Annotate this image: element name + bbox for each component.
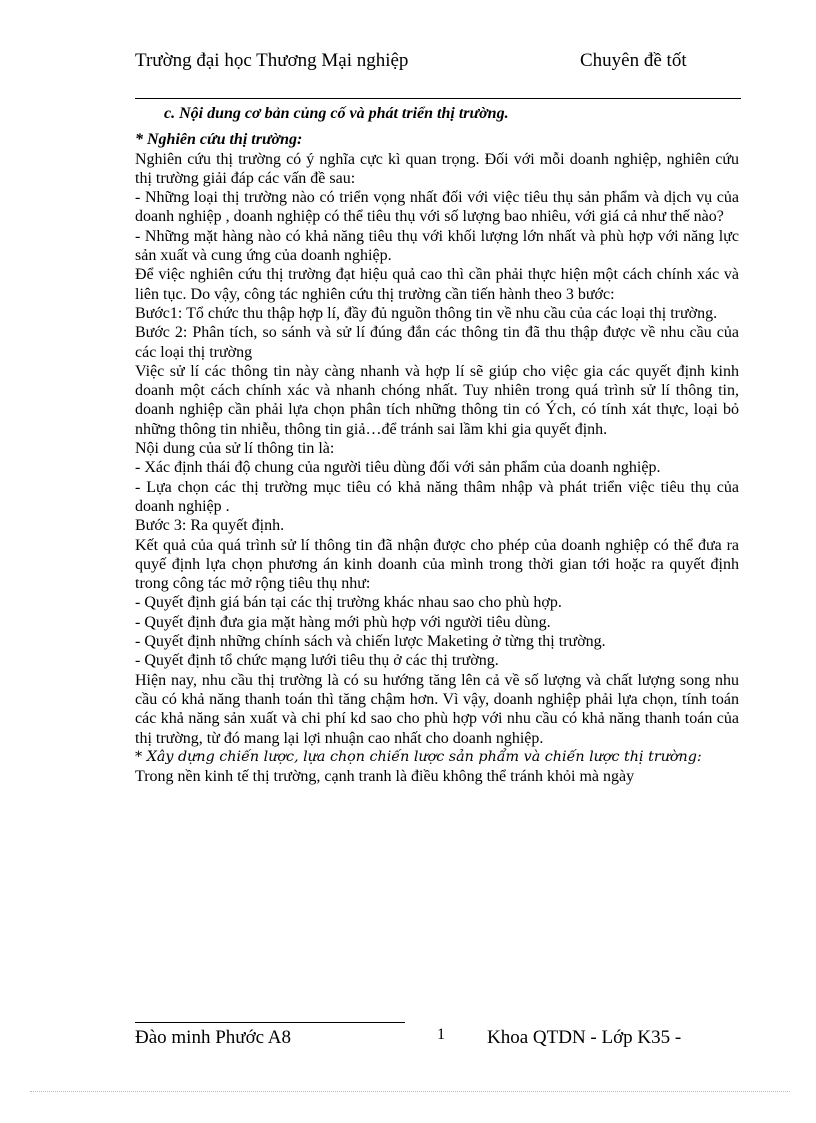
paragraph: Trong nền kinh tế thị trường, cạnh tranh là điều không thể tránh khỏi mà ngày <box>135 768 635 786</box>
section-heading-c: c. Nội dung cơ bản củng cố và phát triển thị trường. <box>164 105 509 122</box>
paragraph: - Những mặt hàng nào có khả năng tiêu thụ với khối lượng lớn nhất và phù hợp với năng lực sản xuất và cung ứng của doanh nghiệp. <box>135 227 739 265</box>
header-rule <box>135 98 741 99</box>
paragraph: - Quyết định giá bán tại các thị trường khác nhau sao cho phù hợp. <box>135 594 562 612</box>
paragraph: Nội dung của sử lí thông tin là: <box>135 440 335 458</box>
paragraph: - Quyết định đưa gia mặt hàng mới phù hợp với người tiêu dùng. <box>135 613 551 631</box>
header-school: Trường đại học Thương Mại nghiệp <box>135 50 409 71</box>
footer-faculty: Khoa QTDN - Lớp K35 - <box>487 1027 682 1048</box>
paragraph: - Xác định thái độ chung của người tiêu dùng đối với sản phẩm của doanh nghiệp. <box>135 459 661 477</box>
subheading-strategy: * Xây dựng chiến lược, lựa chọn chiến lược sản phẩm và chiến lược thị trường: <box>135 748 702 765</box>
footer-author: Đào minh Phước A8 <box>135 1027 291 1048</box>
paragraph: Việc sử lí các thông tin này càng nhanh và hợp lí sẽ giúp cho việc gia các quyết định kinh doanh một cách chính xác và nhanh chóng nhất. Tuy nhiên trong quá trình sử lí thông tin, doanh nghiệp cần phải lựa chọn phân tích những thông tin có Ých, có tính xát thực, loại bỏ những thông tin nhiễu, thông tin giả…để tránh sai lầm khi gia quyết định. <box>135 362 739 438</box>
subheading-market-research: * Nghiên cứu thị trường: <box>135 131 303 149</box>
page-number: 1 <box>437 1026 445 1043</box>
paragraph: - Những loại thị trường nào có triển vọng nhất đối với việc tiêu thụ sản phẩm và dịch vụ của doanh nghiệp , doanh nghiệp có thể tiêu thụ với số lượng bao nhiêu, với giá cả như thế nào? <box>135 189 739 226</box>
page-edge-line <box>30 1091 790 1092</box>
paragraph: Để việc nghiên cứu thị trường đạt hiệu quả cao thì cần phải thực hiện một cách chính xác và liên tục. Do vậy, công tác nghiên cứu thị trường cần tiến hành theo 3 bước: <box>135 266 739 303</box>
paragraph: - Quyết định tổ chức mạng lưới tiêu thụ ở các thị trường. <box>135 652 499 670</box>
paragraph: - Quyết định những chính sách và chiến lược Maketing ở từng thị trường. <box>135 633 606 651</box>
paragraph: Kết quả của quá trình sử lí thông tin đã nhận được cho phép của doanh nghiệp có thể đưa ra quyế định lựa chọn phương án kinh doanh của mình trong thời gian tới hoặc ra quyết định trong công tác mở rộng tiêu thụ như: <box>135 536 739 593</box>
paragraph: Bước 2: Phân tích, so sánh và sử lí đúng đắn các thông tin đã thu thập được về nhu cầu của các loại thị trường <box>135 324 739 361</box>
page-body <box>135 104 739 786</box>
header-doc-type: Chuyên đề tốt <box>580 50 687 71</box>
paragraph: - Lựa chọn các thị trường mục tiêu có khả năng thâm nhập và phát triển việc tiêu thụ của doanh nghiệp . <box>135 478 739 515</box>
footer-rule <box>135 1022 405 1023</box>
paragraph: Bước1: Tổ chức thu thập hợp lí, đầy đủ nguồn thông tin về nhu cầu của các loại thị trường. <box>135 304 718 322</box>
paragraph: Hiện nay, nhu cầu thị trường là có su hướng tăng lên cả về số lượng và chất lượng song nhu cầu có khả năng thanh toán thì tăng chậm hơn. Vì vậy, doanh nghiệp phải lựa chọn, tính toán các khả năng sản xuất và chi phí kd sao cho phù hợp với nhu cầu có khả năng thanh toán của thị trường, từ đó mang lại lợi nhuận cao nhất cho doanh nghiệp. <box>135 671 739 747</box>
paragraph: Bước 3: Ra quyết định. <box>135 517 285 535</box>
paragraph: Nghiên cứu thị trường có ý nghĩa cực kì quan trọng. Đối với mỗi doanh nghiệp, nghiên cứu thị trường giải đáp các vấn đề sau: <box>135 150 739 187</box>
